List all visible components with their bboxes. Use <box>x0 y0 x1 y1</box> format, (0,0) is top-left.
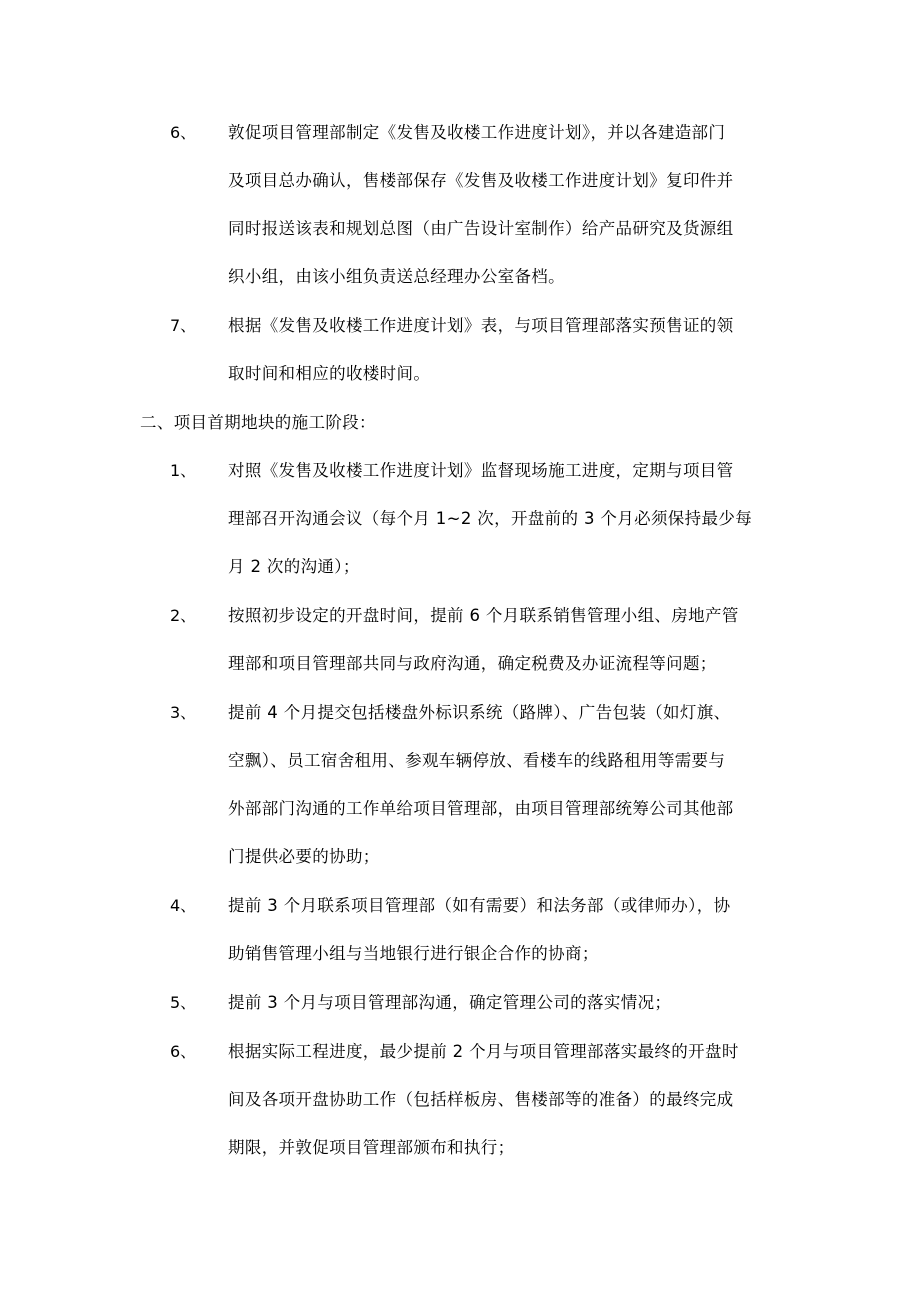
item-number: 3、 <box>170 703 197 722</box>
item-text-line: 理部召开沟通会议（每个月 1~2 次，开盘前的 3 个月必须保持最少每 <box>228 509 753 528</box>
item-number: 6、 <box>170 1042 197 1061</box>
item-text-line: 提前 4 个月提交包括楼盘外标识系统（路牌）、广告包装（如灯旗、 <box>228 703 731 722</box>
item-text-line: 提前 3 个月联系项目管理部（如有需要）和法务部（或律师办），协 <box>228 896 731 915</box>
item-text-line: 门提供必要的协助； <box>228 847 380 866</box>
item-text-line: 对照《发售及收楼工作进度计划》监督现场施工进度，定期与项目管 <box>228 461 734 480</box>
item-number: 4、 <box>170 896 197 915</box>
item-text-line: 根据实际工程进度，最少提前 2 个月与项目管理部落实最终的开盘时 <box>228 1042 739 1061</box>
item-text-line: 外部部门沟通的工作单给项目管理部，由项目管理部统筹公司其他部 <box>228 799 734 818</box>
item-number: 7、 <box>170 316 197 335</box>
item-text-line: 及项目总办确认，售楼部保存《发售及收楼工作进度计划》复印件并 <box>228 171 734 190</box>
item-text-line: 理部和项目管理部共同与政府沟通，确定税费及办证流程等问题； <box>228 654 717 673</box>
item-text-line: 织小组，由该小组负责送总经理办公室备档。 <box>228 267 565 286</box>
item-text-line: 期限，并敦促项目管理部颁布和执行； <box>228 1138 515 1157</box>
section-heading: 二、项目首期地块的施工阶段： <box>140 413 376 432</box>
item-text-line: 根据《发售及收楼工作进度计划》表，与项目管理部落实预售证的领 <box>228 316 734 335</box>
item-number: 1、 <box>170 461 197 480</box>
item-text-line: 助销售管理小组与当地银行进行银企合作的协商； <box>228 944 599 963</box>
item-text-line: 取时间和相应的收楼时间。 <box>228 364 431 383</box>
item-number: 5、 <box>170 993 197 1012</box>
item-text-line: 提前 3 个月与项目管理部沟通，确定管理公司的落实情况； <box>228 993 672 1012</box>
item-text-line: 同时报送该表和规划总图（由广告设计室制作）给产品研究及货源组 <box>228 219 734 238</box>
item-number: 2、 <box>170 606 197 625</box>
item-text-line: 敦促项目管理部制定《发售及收楼工作进度计划》，并以各建造部门 <box>228 123 726 142</box>
item-text-line: 空飘）、员工宿舍租用、参观车辆停放、看楼车的线路租用等需要与 <box>228 751 726 770</box>
item-number: 6、 <box>170 123 197 142</box>
item-text-line: 月 2 次的沟通）； <box>228 557 360 576</box>
item-text-line: 间及各项开盘协助工作（包括样板房、售楼部等的准备）的最终完成 <box>228 1090 734 1109</box>
item-text-line: 按照初步设定的开盘时间，提前 6 个月联系销售管理小组、房地产管 <box>228 606 739 625</box>
